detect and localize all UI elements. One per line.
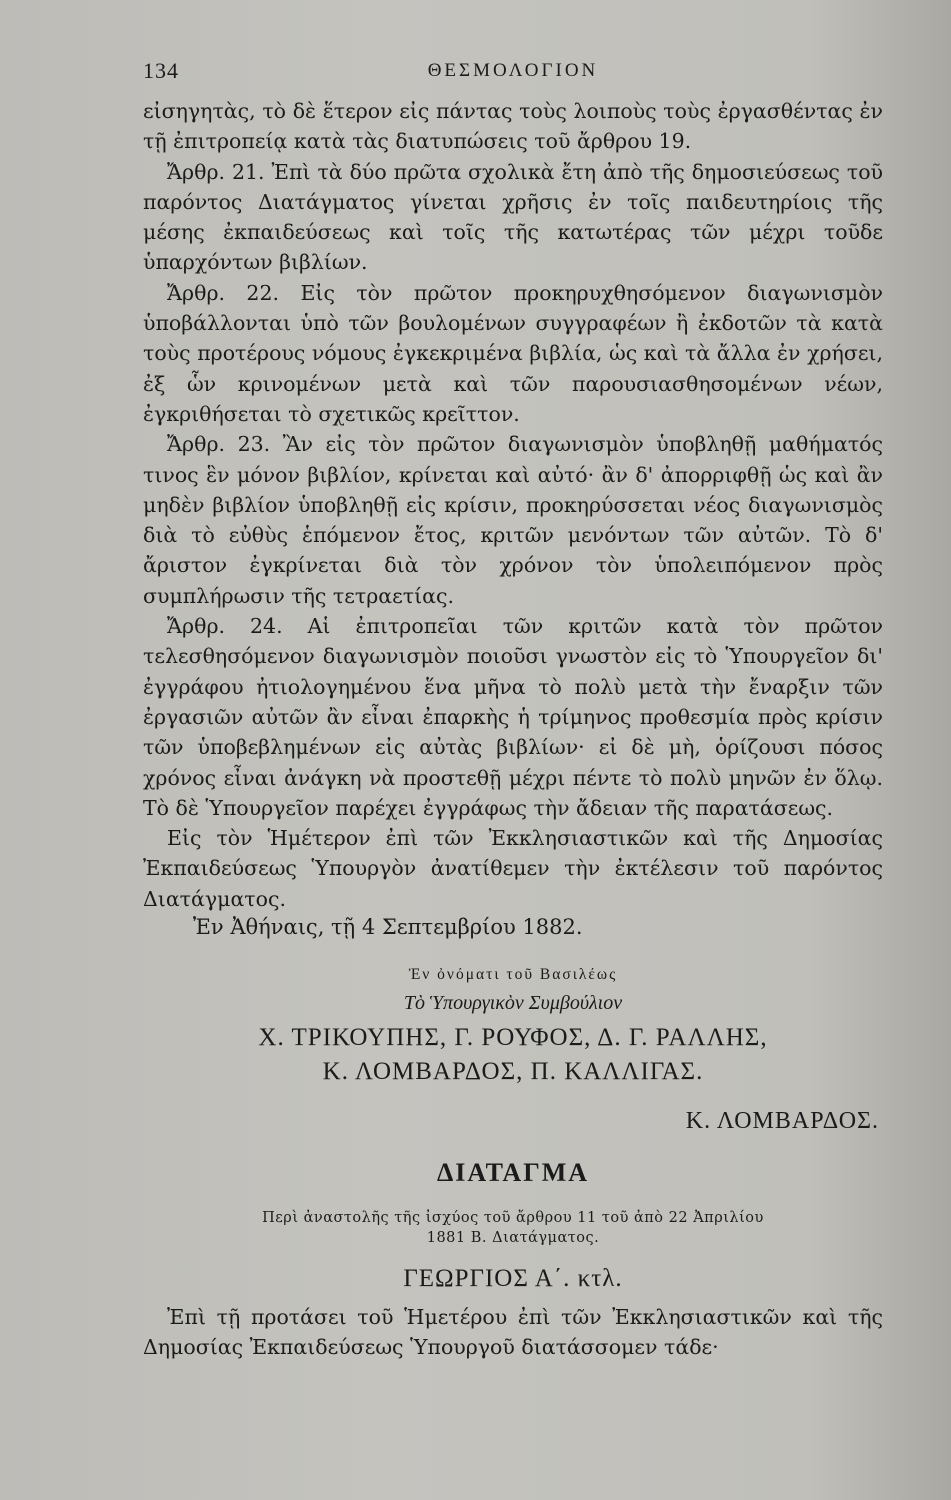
running-title: ΘΕΣΜΟΛΟΓΙΟΝ xyxy=(427,60,599,81)
article-22: Ἄρθρ. 22. Εἰς τὸν πρῶτον προκηρυχθησόμενον διαγωνισμὸν ὑποβάλλονται ὑπὸ τῶν βουλομένων συγγραφέων ἢ ἐκδοτῶν τὰ κατὰ τοὺς προτέρους νόμους ἐγκεκριμένα βιβλία, ὡς καὶ τὰ ἄλλα ἐν χρήσει, ἐξ ὧν κρινομένων μετὰ καὶ τῶν παρουσιασθησομένων νέων, ἐγκριθήσεται τὸ σχετικῶς κρεῖττον. xyxy=(143,280,883,426)
paragraph-continuation: εἰσηγητὰς, τὸ δὲ ἕτερον εἰς πάντας τοὺς λοιποὺς τοὺς ἐργασθέντας ἐν τῇ ἐπιτροπείᾳ κατὰ τὰς διατυπώσεις τοῦ ἄρθρου 19. xyxy=(143,99,883,154)
decree-preamble: Ἐπὶ τῇ προτάσει τοῦ Ἡμετέρου ἐπὶ τῶν Ἐκκλησιαστικῶν καὶ τῆς Δημοσίας Ἐκπαιδεύσεως Ὑπουργοῦ διατάσσομεν τάδε· xyxy=(143,1305,883,1360)
decree-title: ΔΙΑΤΑΓΜΑ xyxy=(436,1158,590,1187)
king-heading: ΓΕΩΡΓΙΟΣ Α΄. κτλ. xyxy=(403,1265,623,1292)
article-23: Ἄρθρ. 23. Ἂν εἰς τὸν πρῶτον διαγωνισμὸν ὑποβληθῇ μαθήματός τινος ἓν μόνον βιβλίον, κρίνεται καὶ αὐτό· ἂν δ' ἀπορριφθῇ ὡς καὶ ἂν μηδὲν βιβλίον ὑποβληθῇ εἰς κρίσιν, προκηρύσσεται νέος διαγωνισμὸς διὰ τὸ εὐθὺς ἑπόμενον ἔτος, κριτῶν μενόντων τῶν αὐτῶν. Τὸ δ' ἄριστον ἐγκρίνεται διὰ τὸν χρόνον τὸν ὑπολειπόμενον πρὸς συμπλήρωσιν τῆς τετραετίας. xyxy=(143,432,883,608)
decree-subtitle-line-1: Περὶ ἀναστολῆς τῆς ἰσχύος τοῦ ἄρθρου 11 τοῦ ἀπὸ 22 Ἀπριλίου xyxy=(262,1210,764,1226)
main-text xyxy=(143,96,883,914)
signatory-names-line-1: Χ. ΤΡΙΚΟΥΠΗΣ, Γ. ΡΟΥΦΟΣ, Δ. Γ. ΡΑΛΛΗΣ, xyxy=(258,1024,768,1051)
decree-subtitle-line-2: 1881 Β. Διατάγματος. xyxy=(426,1230,600,1246)
execution-clause: Εἰς τὸν Ἡμέτερον ἐπὶ τῶν Ἐκκλησιαστικῶν καὶ τῆς Δημοσίας Ἐκπαιδεύσεως Ὑπουργὸν ἀνατίθεμεν τὴν ἐκτέλεσιν τοῦ παρόντος Διατάγματος. xyxy=(143,826,883,911)
article-24: Ἄρθρ. 24. Αἱ ἐπιτροπεῖαι τῶν κριτῶν κατὰ τὸν πρῶτον τελεσθησόμενον διαγωνισμὸν ποιοῦσι γνωστὸν εἰς τὸ Ὑπουργεῖον δι' ἐγγράφου ἠτιολογημένου ἕνα μῆνα τὸ πολὺ μετὰ τὴν ἔναρξιν τῶν ἐργασιῶν αὐτῶν ἂν εἶναι ἐπαρκὴς ἡ τρίμηνος προθεσμία πρὸς κρίσιν τῶν ὑποβεβλημένων εἰς αὐτὰς βιβλίων· εἰ δὲ μὴ, ὁρίζουσι πόσος χρόνος εἶναι ἀνάγκη νὰ προστεθῇ μέχρι πέντε τὸ πολὺ μηνῶν ἐν ὅλῳ. Τὸ δὲ Ὑπουργεῖον παρέχει ἐγγράφως τὴν ἄδειαν τῆς παρατάσεως. xyxy=(143,614,883,820)
decree-body xyxy=(143,1302,883,1363)
countersigner: Κ. ΛΟΜΒΑΡΔΟΣ. xyxy=(685,1108,879,1134)
place-date: Ἐν Ἀθήναις, τῇ 4 Σεπτεμβρίου 1882. xyxy=(193,915,583,939)
signatory-names-line-2: Κ. ΛΟΜΒΑΡΔΟΣ, Π. ΚΑΛΛΙΓΑΣ. xyxy=(322,1058,704,1085)
in-name-of-king: Ἐν ὀνόματι τοῦ Βασιλέως xyxy=(408,966,618,983)
ministerial-council: Τὸ Ὑπουργικὸν Συμβούλιον xyxy=(403,992,623,1014)
signature-block xyxy=(143,966,883,1094)
page-header xyxy=(143,58,883,88)
page-number: 134 xyxy=(143,58,179,83)
decree-subtitle xyxy=(143,1208,883,1248)
article-21: Ἄρθρ. 21. Ἐπὶ τὰ δύο πρῶτα σχολικὰ ἔτη ἀπὸ τῆς δημοσιεύσεως τοῦ παρόντος Διατάγματος γίνεται χρῆσις ἐν τοῖς παιδευτηρίοις τῆς μέσης ἐκπαιδεύσεως καὶ τοῖς τῆς κατωτέρας τῶν μέχρι τοῦδε ὑπαρχόντων βιβλίων. xyxy=(143,159,883,275)
